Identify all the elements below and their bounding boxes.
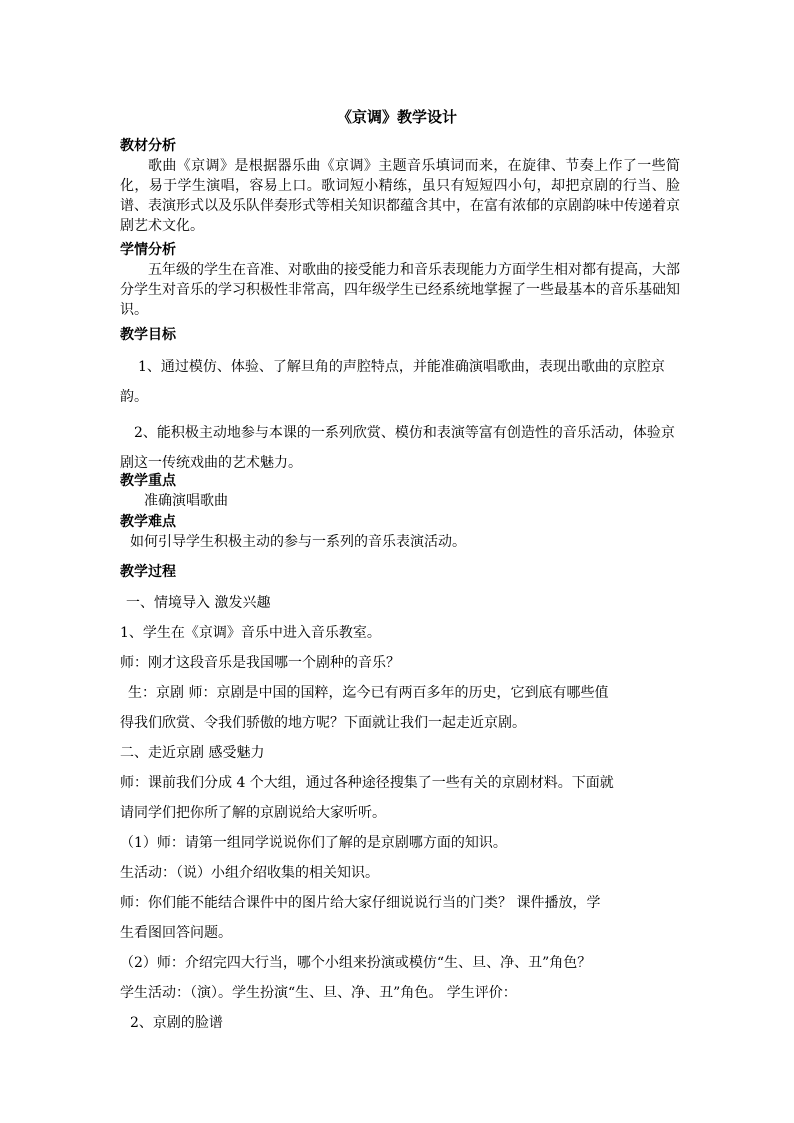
process-line: 二、走近京剧 感受魅力 bbox=[120, 745, 265, 761]
section-goals bbox=[120, 326, 680, 478]
process-line: 师：刚才这段音乐是我国哪一个剧种的音乐？ bbox=[120, 655, 400, 671]
section-process bbox=[120, 559, 680, 1038]
heading-goals: 教学目标 bbox=[120, 327, 176, 343]
key-point-text: 准确演唱歌曲 bbox=[144, 493, 228, 509]
section-materials bbox=[120, 137, 680, 236]
heading-key-point: 教学重点 bbox=[120, 473, 176, 489]
process-line: 得我们欣赏、令我们骄傲的地方呢？下面就让我们一起走近京剧。 bbox=[120, 715, 526, 731]
process-line: 生：京剧 师：京剧是中国的国粹，迄今已有两百多年的历史，它到底有哪些值 bbox=[128, 685, 609, 701]
process-line: （2）师：介绍完四大行当，哪个小组来扮演或模仿“生、旦、净、丑”角色？ bbox=[120, 955, 592, 971]
process-line: 学生活动：（演）。学生扮演“生、旦、净、丑”角色。 学生评价： bbox=[120, 985, 517, 1001]
process-line: （1）师：请第一组同学说说你们了解的是京剧哪方面的知识。 bbox=[120, 835, 507, 851]
goal-item-2: 2、能积极主动地参与本课的一系列欣赏、模仿和表演等富有创造性的音乐活动，体验京剧这一传统戏曲的艺术魅力。 bbox=[120, 425, 675, 471]
process-line: 一、情境导入 激发兴趣 bbox=[126, 595, 271, 611]
heading-materials: 教材分析 bbox=[120, 138, 176, 154]
paragraph-materials: 歌曲《京调》是根据器乐曲《京调》主题音乐填词而来，在旋律、节奏上作了一些简化，易于学生演唱，容易上口。歌词短小精练，虽只有短短四小句，却把京剧的行当、脸谱、表演形式以及乐队伴奏形式等相关知识都蕴含其中，在富有浓郁的京剧韵味中传递着京剧艺术文化。 bbox=[120, 158, 680, 234]
process-line: 1、学生在《京调》音乐中进入音乐教室。 bbox=[120, 625, 381, 641]
process-line: 师：课前我们分成 4 个大组，通过各种途径搜集了一些有关的京剧材料。下面就 bbox=[120, 775, 614, 791]
section-students bbox=[120, 241, 680, 320]
process-line: 师：你们能不能结合课件中的图片给大家仔细说说行当的门类？ 课件播放，学 bbox=[120, 895, 601, 911]
paragraph-students: 五年级的学生在音准、对歌曲的接受能力和音乐表现能力方面学生相对都有提高，大部分学生对音乐的学习积极性非常高，四年级学生已经系统地掌握了一些最基本的音乐基础知识。 bbox=[120, 262, 680, 318]
process-line: 生活动：（说）小组介绍收集的相关知识。 bbox=[120, 865, 379, 881]
document-title: 《京调》教学设计 bbox=[336, 108, 457, 126]
heading-students: 学情分析 bbox=[120, 242, 176, 258]
goal-item-1: 1、通过模仿、体验、了解旦角的声腔特点，并能准确演唱歌曲，表现出歌曲的京腔京韵。 bbox=[120, 359, 665, 405]
section-key-point bbox=[120, 472, 680, 511]
difficulty-text: 如何引导学生积极主动的参与一系列的音乐表演活动。 bbox=[130, 534, 466, 550]
section-difficulty bbox=[120, 513, 680, 552]
process-line: 2、京剧的脸谱 bbox=[130, 1015, 223, 1031]
process-line: 生看图回答问题。 bbox=[120, 925, 232, 941]
heading-process: 教学过程 bbox=[120, 564, 176, 580]
process-line: 请同学们把你所了解的京剧说给大家听听。 bbox=[120, 805, 386, 821]
heading-difficulty: 教学难点 bbox=[120, 514, 176, 530]
